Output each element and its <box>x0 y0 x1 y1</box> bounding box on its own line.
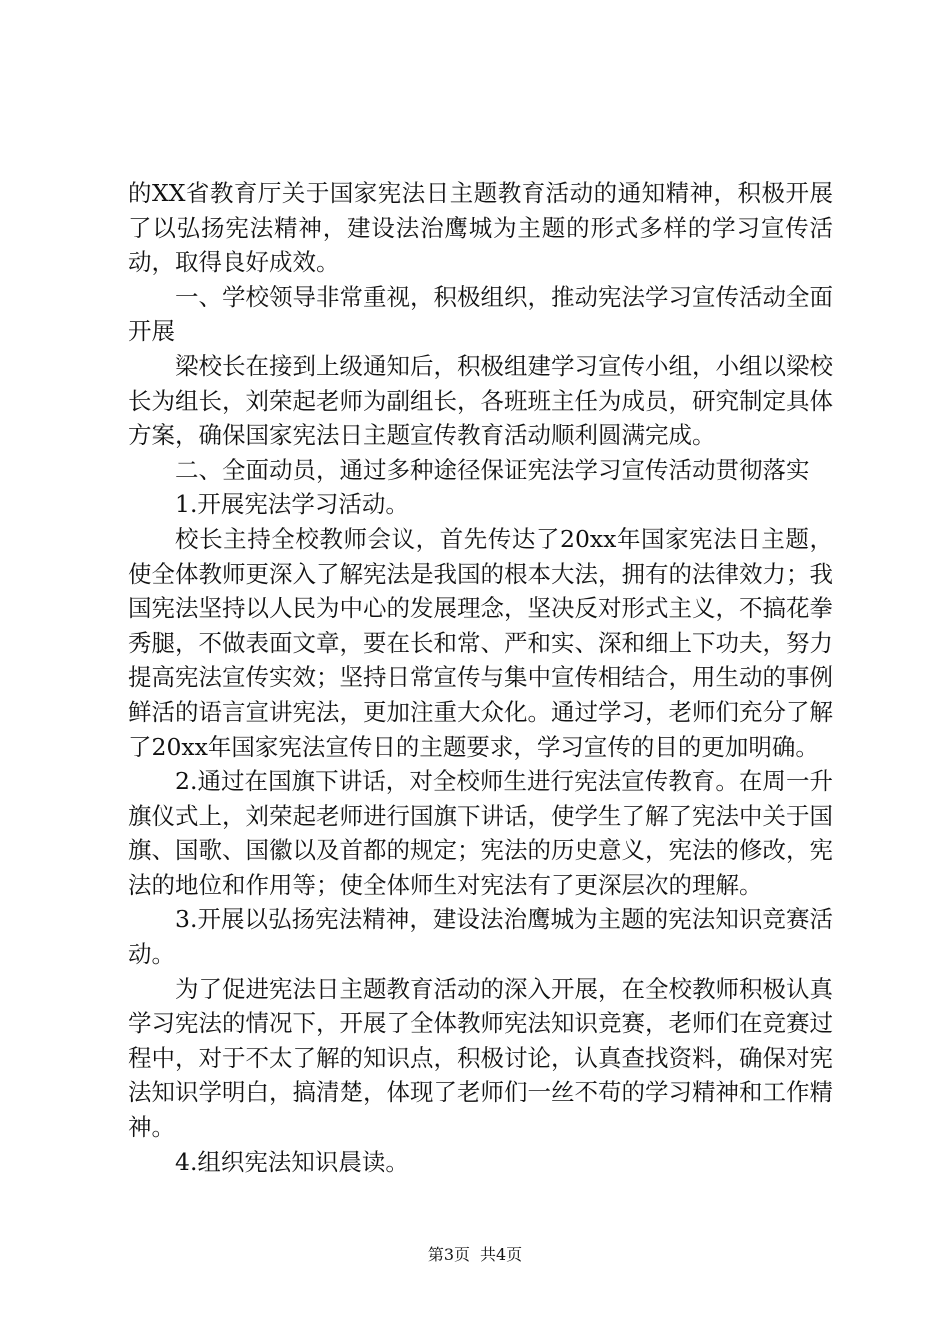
paragraph-intro-continued: 的XX省教育厅关于国家宪法日主题教育活动的通知精神，积极开展了以弘扬宪法精神，建设法治鹰城为主题的形式多样的学习宣传活动，取得良好成效。 <box>128 179 833 277</box>
item-heading-1: 1.开展宪法学习活动。 <box>175 490 409 519</box>
page-number: 第3页 <box>427 1245 470 1264</box>
paragraph-knowledge-contest: 为了促进宪法日主题教育活动的深入开展，在全校教师积极认真学习宪法的情况下，开展了全体教师宪法知识竞赛，老师们在竞赛过程中，对于不太了解的知识点，积极讨论，认真查找资料，确保对宪法知识学明白，搞清楚，体现了老师们一丝不苟的学习精神和工作精神。 <box>128 974 833 1142</box>
item-flag-speech: 2.通过在国旗下讲话，对全校师生进行宪法宣传教育。在周一升旗仪式上，刘荣起老师进行国旗下讲话，使学生了解了宪法中关于国旗、国歌、国徽以及首都的规定；宪法的历史意义，宪法的修改，宪法的地位和作用等；使全体师生对宪法有了更深层次的理解。 <box>128 767 833 899</box>
page-total: 共4页 <box>480 1245 523 1264</box>
paragraph-teacher-meeting: 校长主持全校教师会议，首先传达了20xx年国家宪法日主题，使全体教师更深入了解宪法是我国的根本大法，拥有的法律效力；我国宪法坚持以人民为中心的发展理念，坚决反对形式主义，不搞花拳秀腿，不做表面文章，要在长和常、严和实、深和细上下功夫，努力提高宪法宣传实效；坚持日常宣传与集中宣传相结合，用生动的事例鲜活的语言宣讲宪法，更加注重大众化。通过学习，老师们充分了解了20xx年国家宪法宣传日的主题要求，学习宣传的目的更加明确。 <box>128 524 833 761</box>
section-heading-2: 二、全面动员，通过多种途径保证宪法学习宣传活动贯彻落实 <box>175 455 810 484</box>
page-footer <box>0 1244 950 1266</box>
item-heading-3: 3.开展以弘扬宪法精神，建设法治鹰城为主题的宪法知识竞赛活动。 <box>128 905 833 969</box>
paragraph-leadership: 梁校长在接到上级通知后，积极组建学习宣传小组，小组以梁校长为组长，刘荣起老师为副组长，各班班主任为成员，研究制定具体方案，确保国家宪法日主题宣传教育活动顺利圆满完成。 <box>128 351 833 450</box>
document-body <box>128 176 833 1179</box>
section-heading-1: 一、学校领导非常重视，积极组织，推动宪法学习宣传活动全面开展 <box>128 282 833 346</box>
item-heading-4: 4.组织宪法知识晨读。 <box>175 1147 409 1176</box>
